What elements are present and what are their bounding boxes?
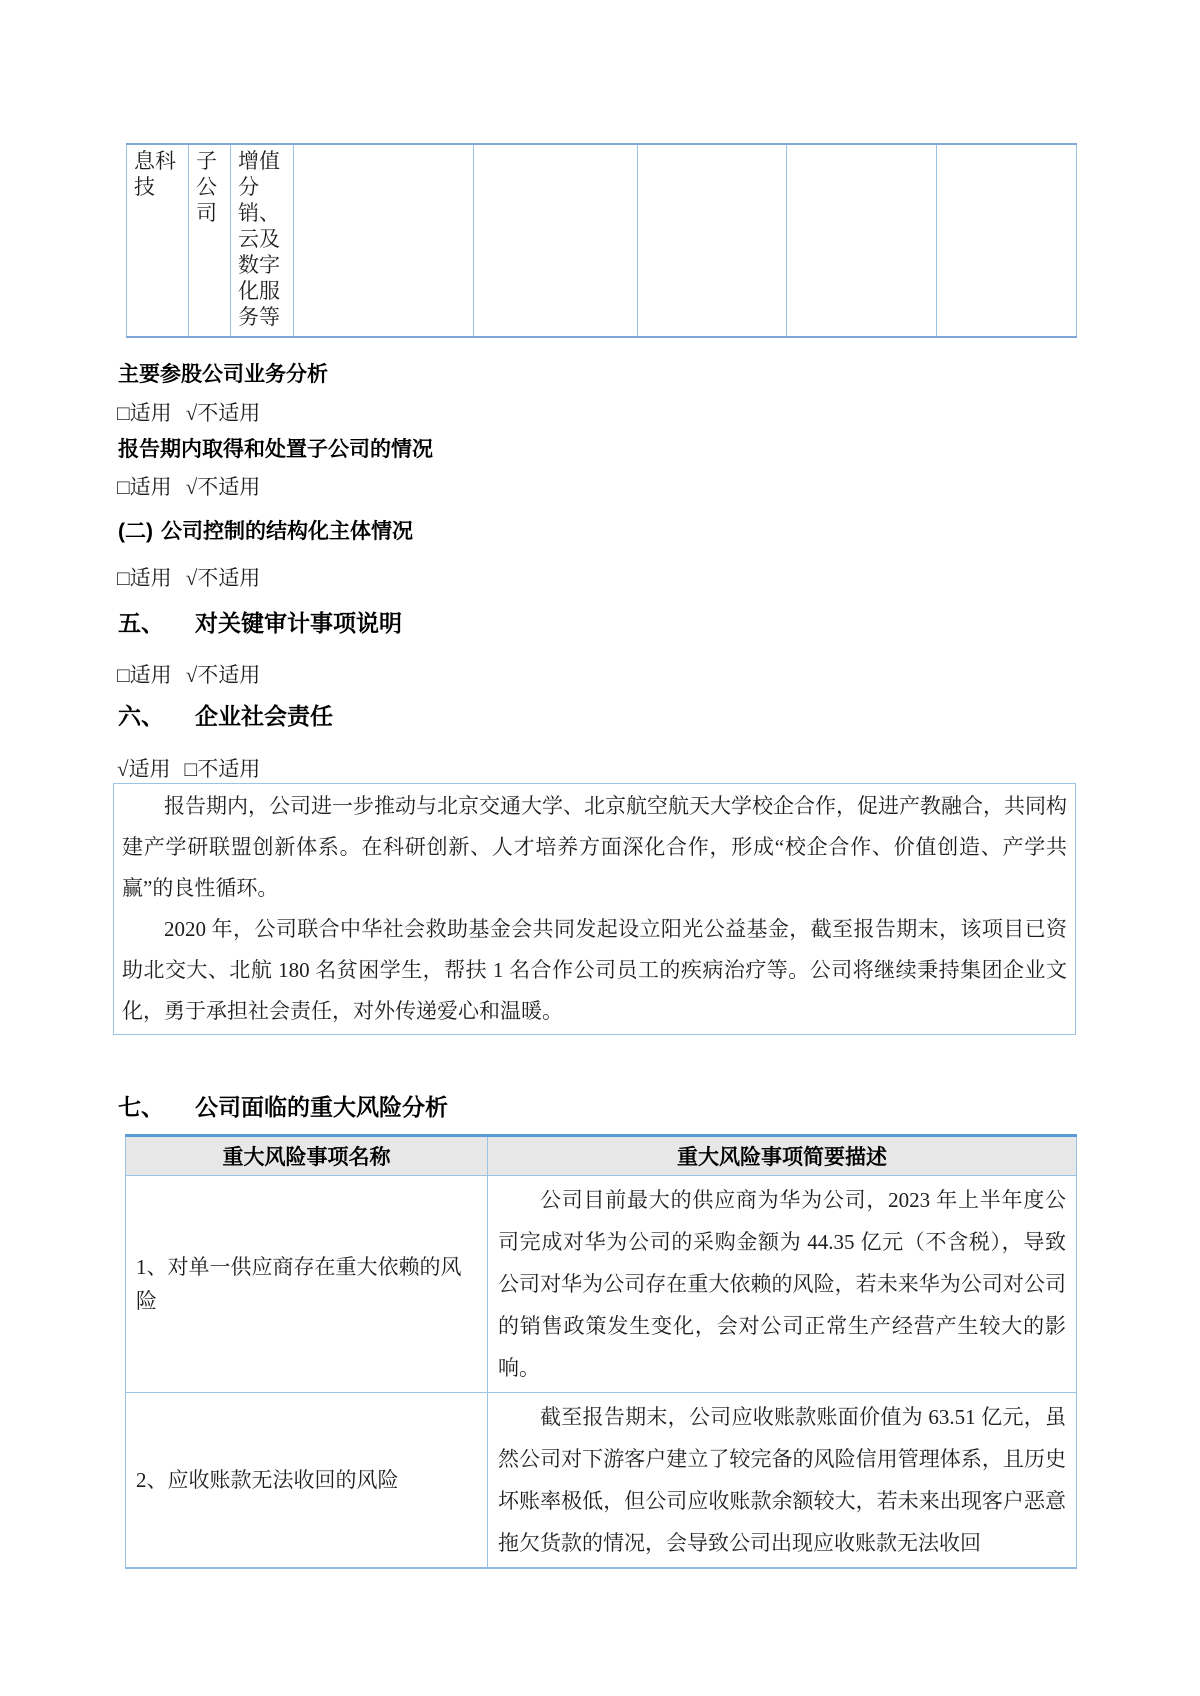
heading-title: 企业社会责任	[195, 703, 333, 729]
table-cell-empty	[294, 144, 474, 337]
heading-number: (二)	[118, 520, 153, 543]
table-header-row	[126, 1136, 1077, 1176]
applicability-line	[117, 567, 1076, 590]
table-row-risk-supplier	[126, 1176, 1077, 1393]
table-cell-empty	[787, 144, 937, 337]
applicability-line	[117, 664, 1076, 687]
option-applicable-unchecked: □适用	[117, 401, 172, 425]
heading-equity-analysis: 主要参股公司业务分析	[118, 363, 328, 386]
option-applicable-unchecked: □适用	[117, 663, 172, 687]
table-cell-empty	[474, 144, 638, 337]
header-risk-description: 重大风险事项简要描述	[488, 1136, 1077, 1176]
heading-section-five	[118, 611, 1076, 636]
option-not-applicable-unchecked: □不适用	[184, 757, 261, 781]
major-risk-table	[125, 1134, 1077, 1569]
heading-title: 公司面临的重大风险分析	[195, 1094, 448, 1120]
table-cell-main-business: 增值分销、云及数字化服务等	[231, 144, 294, 337]
risk-description-cell	[488, 1393, 1077, 1569]
table-row-risk-receivables	[126, 1393, 1077, 1569]
table-cell-empty	[638, 144, 787, 337]
option-applicable-unchecked: □适用	[117, 566, 172, 590]
heading-section-seven	[118, 1095, 1076, 1120]
applicability-line	[117, 476, 1076, 499]
option-not-applicable-checked: √不适用	[185, 566, 261, 590]
heading-number: 七、	[118, 1094, 164, 1120]
social-responsibility-box	[113, 783, 1076, 1035]
heading-number: 六、	[118, 703, 164, 729]
paragraph-charity-fund: 2020 年，公司联合中华社会救助基金会共同发起设立阳光公益基金，截至报告期末，该项目已资助北交大、北航 180 名贫困学生，帮扶 1 名合作公司员工的疾病治疗等。公司将继续秉持集团企业文化，勇于承担社会责任，对外传递爱心和温暖。	[122, 917, 1067, 1023]
option-applicable-checked: √适用	[117, 757, 171, 781]
heading-structured-entities	[118, 520, 1076, 543]
risk-description-cell	[488, 1176, 1077, 1393]
heading-title: 对关键审计事项说明	[195, 610, 402, 636]
applicability-line	[117, 402, 1076, 425]
table-cell-empty	[937, 144, 1077, 337]
risk-name-cell: 1、对单一供应商存在重大依赖的风险	[126, 1176, 488, 1393]
table-cell-business-name: 息科技	[127, 144, 189, 337]
heading-subsidiary-changes: 报告期内取得和处置子公司的情况	[118, 438, 433, 461]
applicability-line	[117, 758, 1076, 781]
risk-name-cell: 2、应收账款无法收回的风险	[126, 1393, 488, 1569]
header-risk-name: 重大风险事项名称	[126, 1136, 488, 1176]
heading-title: 公司控制的结构化主体情况	[161, 520, 413, 543]
page-content	[0, 143, 1200, 1569]
option-not-applicable-checked: √不适用	[185, 475, 261, 499]
option-not-applicable-checked: √不适用	[185, 401, 261, 425]
option-applicable-unchecked: □适用	[117, 475, 172, 499]
heading-section-six	[118, 704, 1076, 729]
risk-description-text: 截至报告期末，公司应收账款账面价值为 63.51 亿元，虽然公司对下游客户建立了较完备的风险信用管理体系，且历史坏账率极低，但公司应收账款余额较大，若未来出现客户恶意拖欠货款的情况，会导致公司出现应收账款无法收回	[498, 1405, 1066, 1555]
table-row	[127, 144, 1077, 337]
heading-number: 五、	[118, 610, 164, 636]
option-not-applicable-checked: √不适用	[185, 663, 261, 687]
paragraph-university-cooperation: 报告期内，公司进一步推动与北京交通大学、北京航空航天大学校企合作，促进产教融合，共同构建产学研联盟创新体系。在科研创新、人才培养方面深化合作，形成“校企合作、价值创造、产学共赢”的良性循环。	[122, 794, 1067, 900]
table-cell-company-type: 子公司	[189, 144, 231, 337]
subsidiary-table-continued	[126, 143, 1077, 338]
risk-description-text: 公司目前最大的供应商为华为公司，2023 年上半年度公司完成对华为公司的采购金额为 44.35 亿元（不含税），导致公司对华为公司存在重大依赖的风险，若未来华为公司对公司的销售政策发生变化，会对公司正常生产经营产生较大的影响。	[498, 1188, 1066, 1380]
